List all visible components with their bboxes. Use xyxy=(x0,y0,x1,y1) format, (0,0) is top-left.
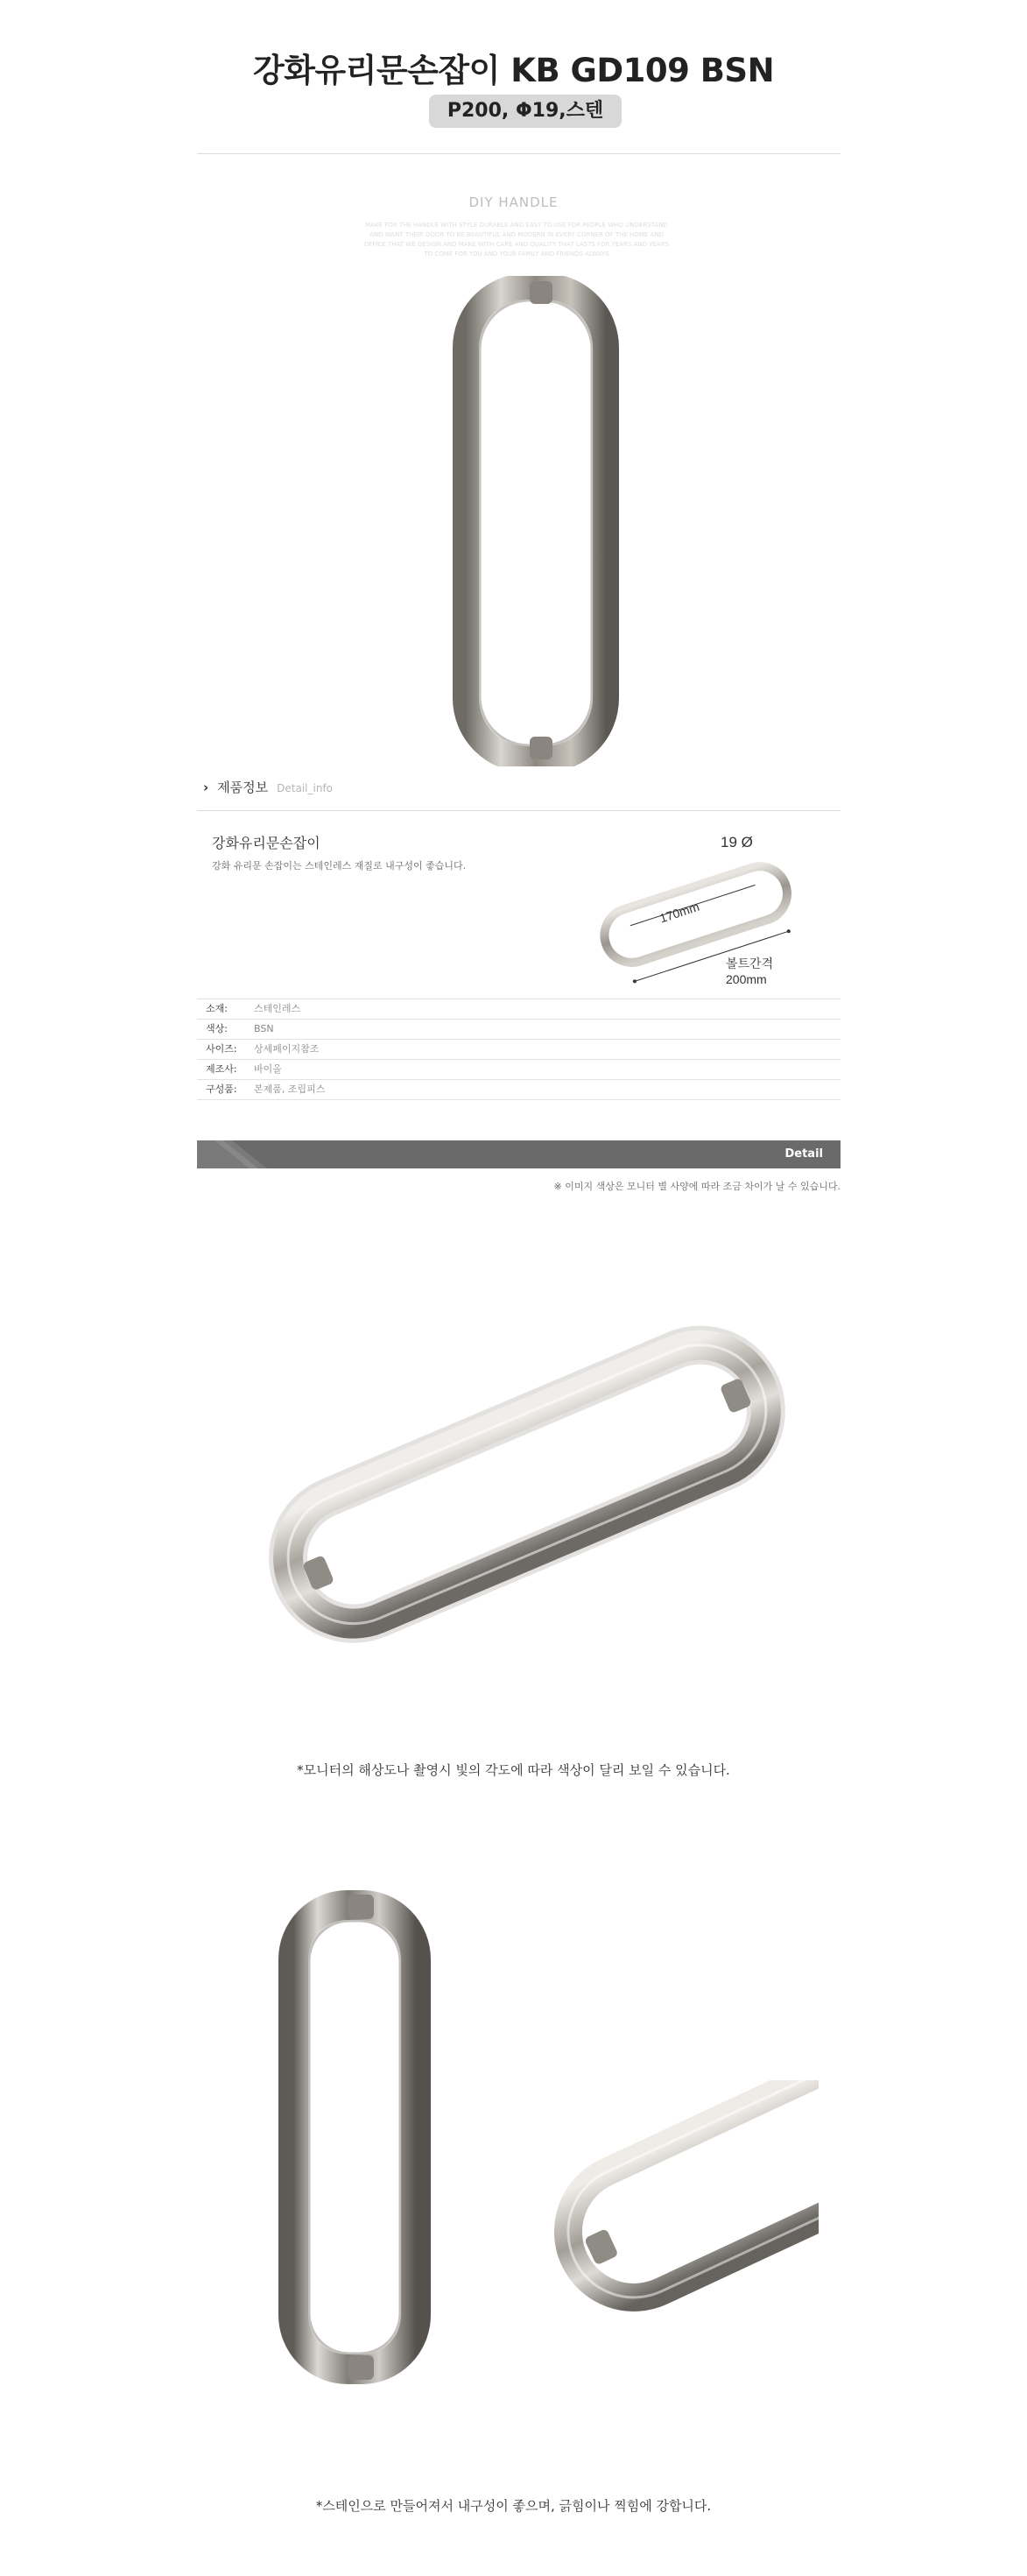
spec-value: 본제품, 조립피스 xyxy=(254,1083,326,1095)
hero-handle-image xyxy=(447,276,630,766)
product-name: 강화유리문손잡이 xyxy=(212,835,320,851)
spec-row xyxy=(197,1079,841,1100)
spec-row xyxy=(197,999,841,1019)
spec-key: 소재: xyxy=(206,1003,228,1014)
detail-label: Detail xyxy=(784,1147,823,1161)
caption-monitor-notice: *모니터의 해상도나 촬영시 빛의 각도에 따라 색상이 달리 보일 수 있습니다. xyxy=(297,1762,730,1778)
bolt-spacing-label: 볼트간격 xyxy=(726,957,774,971)
section-title: 제품정보 xyxy=(217,780,269,795)
color-notice: ※ 이미지 색상은 모니터 별 사양에 따라 조금 차이가 날 수 있습니다. xyxy=(553,1181,841,1192)
spec-key: 제조사: xyxy=(206,1063,237,1075)
handle-vertical-image xyxy=(276,1888,442,2387)
chevron-right-icon: › xyxy=(203,780,209,795)
diy-handle-label: DIY HANDLE xyxy=(468,194,559,210)
bolt-spacing-value: 200mm xyxy=(726,972,767,986)
faint-watermark-text: MAKE FOR THE HANDLE WITH STYLE DURABLE AND EASY TO USE FOR PEOPLE WHO UNDERSTAND AND WANT THEIR DOOR TO BE BEAUTIFUL AND MODERN IN EVERY CORNER OF THE HOME AND OFFICE THAT WE DESIGN AND MAKE WITH CARE AND QUALITY THAT LASTS FOR YEARS AND YEARS TO COME FOR YOU AND YOUR FAMILY AND FRIENDS ALWAYS xyxy=(363,222,670,258)
divider xyxy=(197,153,841,154)
spec-row xyxy=(197,1059,841,1079)
spec-value: 스테인레스 xyxy=(254,1003,301,1014)
detail-bar xyxy=(197,1140,841,1168)
spec-row xyxy=(197,1019,841,1039)
section-header xyxy=(203,778,333,796)
bar-stripe-decoration xyxy=(197,1140,302,1168)
inner-length-label: 170mm xyxy=(658,899,701,926)
spec-value: 상세페이지참조 xyxy=(254,1043,320,1055)
section-subtitle: Detail_info xyxy=(277,782,334,794)
handle-corner-closeup-image xyxy=(547,2080,819,2317)
spec-key: 구성품: xyxy=(206,1083,237,1095)
spec-badge: P200, Φ19,스텐 xyxy=(429,95,622,128)
product-description: 강화 유리문 손잡이는 스테인레스 재질로 내구성이 좋습니다. xyxy=(212,860,467,872)
spec-key: 색상: xyxy=(206,1023,228,1034)
spec-value: 바이올 xyxy=(254,1063,282,1075)
caption-durability: *스테인으로 만들어져서 내구성이 좋으며, 긁힘이나 찍힘에 강합니다. xyxy=(315,2498,712,2514)
spec-value: BSN xyxy=(254,1023,274,1034)
divider xyxy=(197,810,841,811)
spec-row xyxy=(197,1039,841,1059)
spec-table xyxy=(197,999,841,1100)
page-title: 강화유리문손잡이 KB GD109 BSN xyxy=(252,52,775,89)
spec-key: 사이즈: xyxy=(206,1043,237,1055)
diameter-label: 19 Ø xyxy=(721,834,753,850)
dimension-diagram xyxy=(582,819,810,994)
handle-angled-image xyxy=(236,1288,814,1673)
